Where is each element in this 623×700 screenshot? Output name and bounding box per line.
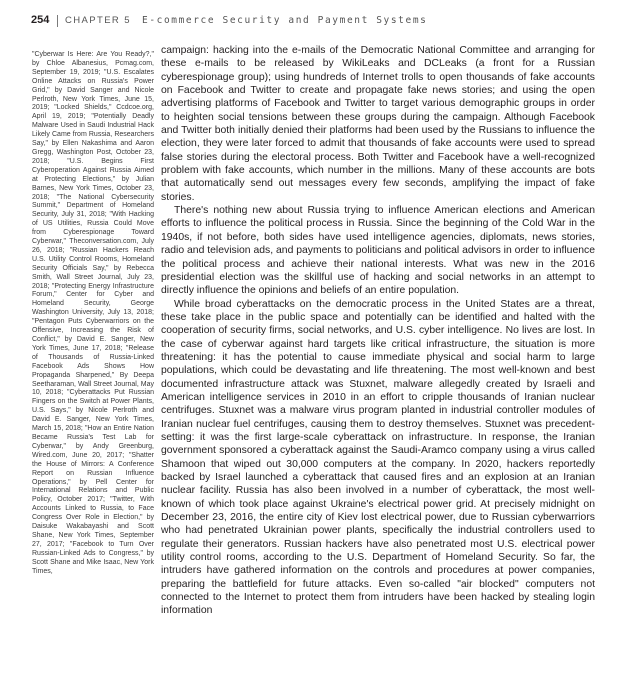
body-text xyxy=(161,44,595,618)
chapter-label: CHAPTER 5 xyxy=(65,15,131,26)
chapter-title: E-commerce Security and Payment Systems xyxy=(142,15,428,26)
paragraph-3: While broad cyberattacks on the democratic process in the United States are a threat, these take place in the public space and potentially can be identified and halted with the cooperation of security firms, social networks, and U.S. cyber intelligence. No lives are lost. In the case of cyberwar against hard targets like critical infrastructure, the situation is more threatening: it has the potential to cause immediate physical and social harm to large populations, which could be devastating and life threatening. The most well-known and best documented infrastructure attack was Stuxnet, malware allegedly created by Israeli and American intelligence services in 2010 in an effort to cripple thousands of Iranian nuclear centrifuges. Stuxnet was a malware virus program planted in industrial controller modules of Iranian nuclear fuel centrifuges, causing them to destroy themselves. Stuxnet was precedent-setting: it was the first large-scale cyberattack on infrastructure. In response, the Iranian government sponsored a cyberattack against the Saudi-Aramco company using a virus called Shamoon that wiped out 30,000 computers at the company. In 2020, hackers reportedly backed by Israel launched a cyberattack that caused fires and an explosion at an Iranian nuclear facility. Russia has also been involved in a number of cyberattack, the most well-known of which took place against Ukraine's electrical power grid. At precisely midnight on December 23, 2016, the entire city of Kiev lost electrical power, due to Russian cyberwarriors who had penetrated Ukrainian power plants, specifically the industrial controllers used to regulate their generators. Russian hackers have also penetrated most U.S. electrical power utility control rooms, according to the U.S. Department of Homeland Security. So far, the intruders have gathered information on the controls and procedures at power companies, preparing the battlefield for future attacks. Even so-called "air blocked" computers not connected to the Internet to protect them from intruders have been hacked by stealing login information xyxy=(161,298,595,617)
reference-list: "Cyberwar Is Here: Are You Ready?," by Chloe Albanesius, Pcmag.com, September 19, 2019; "U.S. Escalates Online Attacks on Russia's Power Grid," by David Sanger and Nicole Perlroth, New York Times, June 15, 2019; "Locked Shields," Ccdcoe.org, April 19, 2019; "Potentially Deadly Malware Used in Saudi Industrial Hack Likely Came from Russia, Researchers Say," by Ellen Nakashima and Aaron Gregg, Washington Post, October 23, 2018; "U.S. Begins First Cyberoperation Against Russia Aimed at Protecting Elections," by Julian Barnes, New York Times, October 23, 2018; "The National Cybersecurity Summit," Department of Homeland Security, July 31, 2018; "With Hacking of US Utilities, Russia Could Move from Cyberespionage Toward Cyberwar," Theconversation.com, July 26, 2018; "Russian Hackers Reach U.S. Utility Control Rooms, Homeland Security Officials Say," by Rebecca Smith, Wall Street Journal, July 23, 2018; "Protecting Energy Infrastructure Forum," Center for Cyber and Homeland Security, George Washington University, July 13, 2018; "Pentagon Puts Cyberwarriors on the Offensive, Increasing the Risk of Conflict," by David E. Sanger, New York Times, June 17, 2018; "Release of Thousands of Russia-Linked Facebook Ads Shows How Propaganda Sharpened," By Deepa Seetharaman, Wall Street Journal, May 10, 2018; "Cyberattacks Put Russian Fingers on the Switch at Power Plants, U.S. Says," by Nicole Perlroth and David E. Sanger, New York Times, March 15, 2018; "How an Entire Nation Became Russia's Test Lab for Cyberwar," by Andy Greenburg, Wired.com, June 20, 2017; "Shatter the House of Mirrors: A Conference Report on Russian Influence Operations," by Pell Center for International Relations and Public Policy, October 2017; "Twitter, With Accounts Linked to Russia, to Face Congress Over Role in Election," by Daisuke Wakabayashi and Scott Shane, New York Times, September 27, 2017; "Facebook to Turn Over Russian-Linked Ads to Congress," by Scott Shane and Mike Isaac, New York Times, xyxy=(32,51,154,575)
margin-references xyxy=(32,51,154,576)
running-header xyxy=(31,14,611,30)
paragraph-1: campaign: hacking into the e-mails of the Democratic National Committee and arranging for these e-mails to be released by WikiLeaks and DCLeaks (a front for a Russian cyberespionage group); using hundreds of Internet trolls to open thousands of fake accounts on Facebook and Twitter to create and propagate fake news stories; and using the open advertising platforms of Facebook and Twitter to target various demographic groups in order to heighten social tensions between these groups during the campaign. Although Facebook and Twitter both initially denied their platforms had been used by the Russians to influence the election, they were later forced to admit that thousands of fake accounts were used to spread false stories during the electoral process. Both Twitter and Facebook have a well-recognized problem with fake accounts, which number in the millions. Many of these accounts are bots that automatically send out messages every few seconds, amplifying the impact of fake stories. xyxy=(161,45,595,203)
header-divider xyxy=(57,15,58,27)
paragraph-2: There's nothing new about Russia trying to influence American elections and American efforts to influence the political process in Russia. Since the beginning of the Cold War in the 1940s, if not before, both sides have used intelligence agencies, diplomats, news stories, radio and television ads, and payments to politicians and political advisors in order to influence the political process and achieve their national interests. What was new in the 2016 presidential election was the skillful use of hacking and social networks in an attempt to directly influence the opinions and beliefs of an entire population. xyxy=(161,205,595,297)
page-number: 254 xyxy=(31,14,50,26)
